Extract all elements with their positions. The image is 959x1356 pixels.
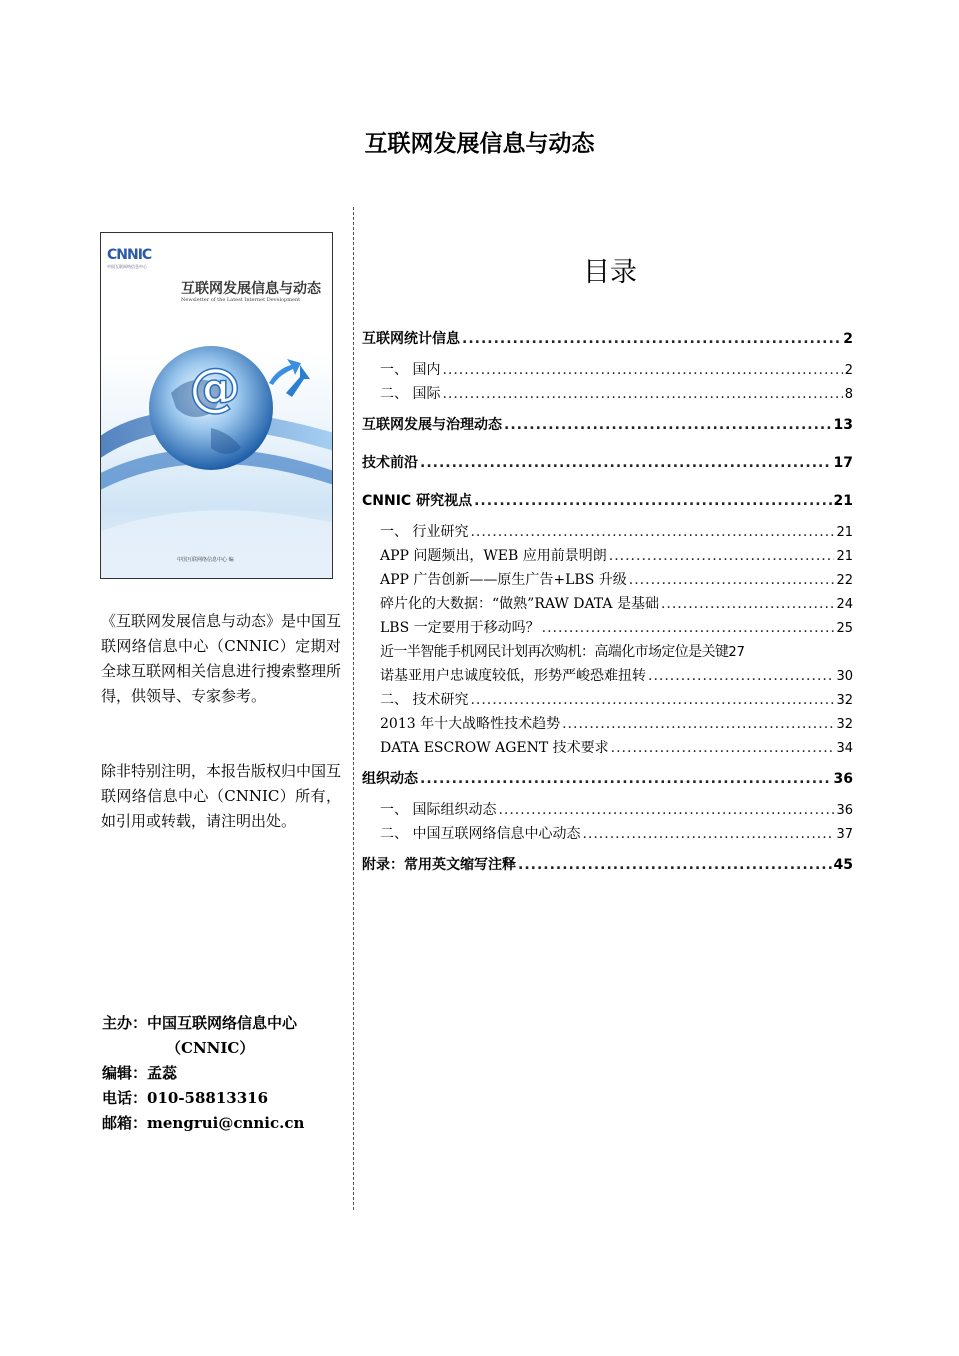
toc-entry-page: 32 — [836, 717, 853, 732]
toc-entry-page: 24 — [836, 597, 853, 612]
contact-block — [102, 1011, 304, 1136]
toc-leader — [648, 665, 834, 687]
cover-logo: CNNIC — [107, 247, 152, 263]
cover-subtitle: Newsletter of the Latest Internet Development — [181, 297, 301, 303]
phone-row — [102, 1086, 304, 1111]
toc-entry-page: 2 — [844, 363, 853, 378]
document-title: 互联网发展信息与动态 — [364, 131, 595, 157]
toc-entry[interactable] — [362, 569, 853, 591]
toc-entry-label: 2013 年十大战略性技术趋势 — [380, 716, 561, 732]
toc-entry-label: 二、 中国互联网络信息中心动态 — [380, 826, 581, 842]
toc-entry-label: 一、 行业研究 — [380, 524, 469, 540]
toc-leader — [609, 545, 835, 567]
editor-value: 孟蕊 — [147, 1064, 178, 1082]
host-label: 主办： — [102, 1014, 148, 1032]
toc-entry-label: APP 广告创新——原生广告+LBS 升级 — [380, 572, 627, 588]
cover-logo-subtitle: 中国互联网络信息中心 — [107, 264, 147, 269]
toc-entry[interactable] — [362, 689, 853, 711]
host-value: 中国互联网络信息中心 — [147, 1014, 298, 1032]
toc-entry-label: 近一半智能手机网民计划再次购机：高端化市场定位是关键 — [380, 644, 729, 660]
toc-entry-label: 附录：常用英文缩写注释 — [362, 857, 516, 873]
toc-entry-page: 2 — [843, 331, 853, 347]
toc-entry-label: 一、 国际组织动态 — [380, 802, 497, 818]
host-row-2 — [102, 1036, 304, 1061]
toc-leader — [442, 359, 842, 381]
toc-entry-page: 22 — [836, 573, 853, 588]
toc-entry-label: CNNIC 研究视点 — [362, 493, 473, 509]
toc-entry[interactable] — [362, 768, 853, 790]
toc-entry-label: 诺基亚用户忠诚度较低，形势严峻恐难扭转 — [380, 668, 646, 684]
toc-leader — [420, 768, 832, 790]
cover-publisher: 中国互联网络信息中心 编 — [177, 557, 234, 563]
toc-leader — [542, 617, 835, 639]
toc-leader — [518, 854, 832, 876]
column-divider — [353, 207, 354, 1210]
toc-entry[interactable] — [362, 545, 853, 567]
toc-leader — [462, 328, 841, 350]
toc-entry[interactable] — [362, 593, 853, 615]
toc-entry-page: 21 — [836, 525, 853, 540]
toc-entry[interactable] — [362, 359, 853, 381]
toc-entry-label: 碎片化的大数据：“做熟”RAW DATA 是基础 — [380, 596, 659, 612]
toc-entry-page: 8 — [844, 387, 853, 402]
toc-leader — [661, 593, 835, 615]
toc-leader — [474, 490, 831, 512]
toc-entry-page: 36 — [833, 771, 853, 787]
toc-entry-label: LBS 一定要用于移动吗？ — [380, 620, 540, 636]
toc-entry-page: 37 — [836, 827, 853, 842]
toc-entry-page: 36 — [836, 803, 853, 818]
toc-entry-page: 32 — [836, 693, 853, 708]
toc-entry-label: 二、 技术研究 — [380, 692, 469, 708]
toc-entry-page: 13 — [833, 417, 853, 433]
toc-leader — [420, 452, 832, 474]
toc-entry-page: 21 — [836, 549, 853, 564]
toc-entry[interactable] — [362, 737, 853, 759]
toc-entry[interactable] — [362, 328, 853, 350]
toc-leader — [498, 799, 834, 821]
editor-label: 编辑： — [102, 1064, 148, 1082]
toc-leader — [470, 521, 834, 543]
toc-leader — [611, 737, 835, 759]
email-row — [102, 1111, 304, 1136]
toc-entry-page: 27 — [728, 645, 745, 660]
toc-entry-label: 一、 国内 — [380, 362, 441, 378]
host-value-2: （CNNIC） — [166, 1039, 255, 1057]
toc-entry[interactable] — [362, 665, 853, 687]
toc-entry[interactable] — [362, 823, 853, 845]
toc-entry-page: 17 — [833, 455, 853, 471]
toc-entry-page: 34 — [836, 741, 853, 756]
toc-leader — [629, 569, 835, 591]
phone-value: 010-58813316 — [147, 1089, 269, 1107]
toc-entry-label: 二、 国际 — [380, 386, 441, 402]
copyright-paragraph: 除非特别注明，本报告版权归中国互联网络信息中心（CNNIC）所有，如引用或转载，请注明出处。 — [101, 762, 342, 830]
toc-entry[interactable] — [362, 713, 853, 735]
toc-leader — [442, 383, 842, 405]
toc-leader — [562, 713, 834, 735]
email-value[interactable]: mengrui@cnnic.cn — [147, 1114, 305, 1132]
editor-row — [102, 1061, 304, 1086]
toc-entry[interactable] — [362, 854, 853, 876]
toc-entry[interactable] — [362, 383, 853, 405]
toc-entry-label: DATA ESCROW AGENT 技术要求 — [380, 740, 609, 756]
svg-text:@: @ — [189, 358, 241, 418]
toc-entry[interactable] — [362, 641, 853, 663]
toc-entry-label: APP 问题频出，WEB 应用前景明朗 — [380, 548, 607, 564]
cover-image — [100, 232, 333, 579]
email-label: 邮箱： — [102, 1114, 148, 1132]
toc-heading: 目录 — [583, 257, 637, 288]
phone-label: 电话： — [102, 1089, 148, 1107]
toc-entry-label: 互联网发展与治理动态 — [362, 417, 502, 433]
intro-paragraph: 《互联网发展信息与动态》是中国互联网络信息中心（CNNIC）定期对全球互联网相关信息进行搜索整理所得，供领导、专家参考。 — [101, 612, 342, 705]
toc-entry-page: 25 — [836, 621, 853, 636]
cover-title: 互联网发展信息与动态 — [181, 281, 321, 297]
toc-entry-label: 组织动态 — [362, 771, 418, 787]
toc-entry[interactable] — [362, 521, 853, 543]
toc-entry[interactable] — [362, 490, 853, 512]
toc-entry-page: 45 — [833, 857, 853, 873]
toc-entry-page: 21 — [833, 493, 853, 509]
toc-entry-label: 技术前沿 — [362, 455, 418, 471]
toc-leader — [582, 823, 834, 845]
toc-entry[interactable] — [362, 799, 853, 821]
toc-entry-label: 互联网统计信息 — [362, 331, 460, 347]
toc-entry[interactable] — [362, 617, 853, 639]
toc-entry-page: 30 — [836, 669, 853, 684]
toc-leader — [504, 414, 832, 436]
host-row — [102, 1011, 304, 1036]
toc-entry[interactable] — [362, 414, 853, 436]
toc-entry[interactable] — [362, 452, 853, 474]
toc-leader — [470, 689, 834, 711]
